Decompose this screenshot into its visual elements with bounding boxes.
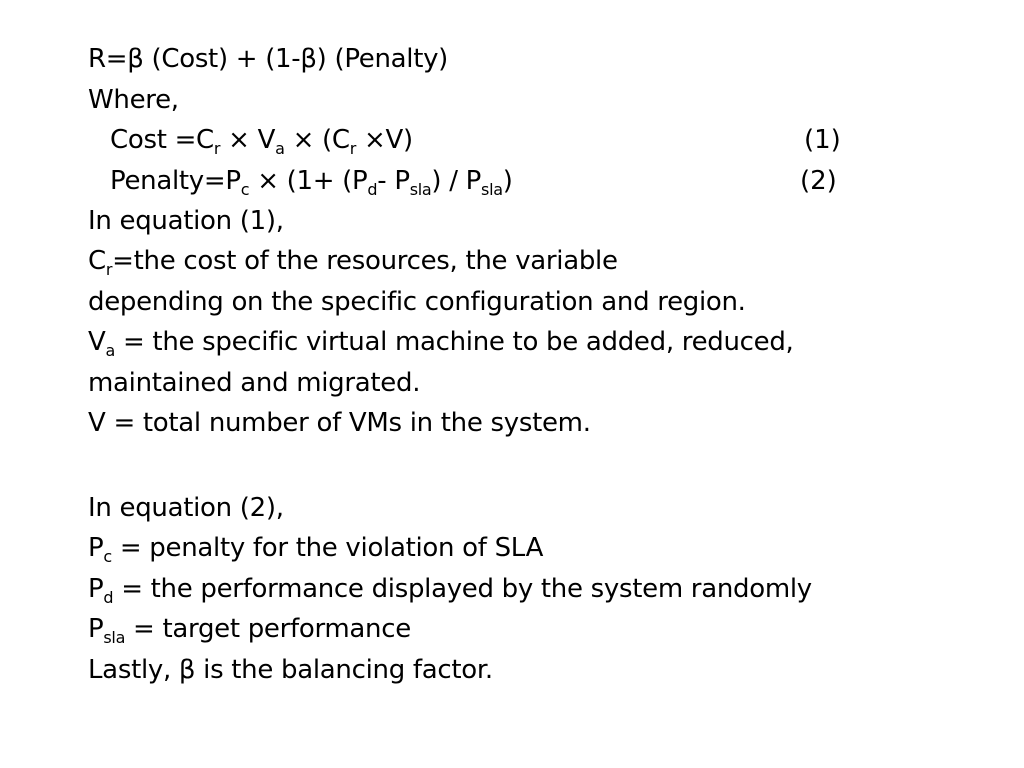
pc-definition: $P_c$ = penalty for the violation of SLA (88, 533, 544, 566)
cost-equation: Cost $=C_r \times V_a \times (C_r \times V)$ (110, 125, 413, 158)
equation-2-heading: In equation (2), (88, 493, 284, 523)
psla-definition: $P_{sla}$ = target performance (88, 614, 411, 647)
penalty-equation: $Penalty=P_c \times (1+ (P_d-$ $P_{sla}) / P_{sla}$) (110, 166, 513, 199)
where-label: Where, (88, 85, 179, 115)
v-definition: V = total number of VMs in the system. (88, 408, 591, 438)
cr-definition-continued: depending on the specific configuration and region. (88, 287, 746, 317)
va-definition-continued: maintained and migrated. (88, 368, 421, 398)
equation-number-1: (1) (804, 125, 841, 155)
equation-1-heading: In equation (1), (88, 206, 284, 236)
beta-definition: Lastly, β is the balancing factor. (88, 655, 493, 685)
pd-definition: $P_d$ = the performance displayed by the system randomly (88, 574, 812, 607)
cr-definition: $C_r=the$ cost of the resources, the variable (88, 246, 618, 279)
equation-number-2: (2) (800, 166, 837, 196)
va-definition: $V_a$ = the specific virtual machine to be added, reduced, (88, 327, 794, 360)
reward-formula: R=β (Cost) + (1-β) (Penalty) (88, 44, 449, 74)
